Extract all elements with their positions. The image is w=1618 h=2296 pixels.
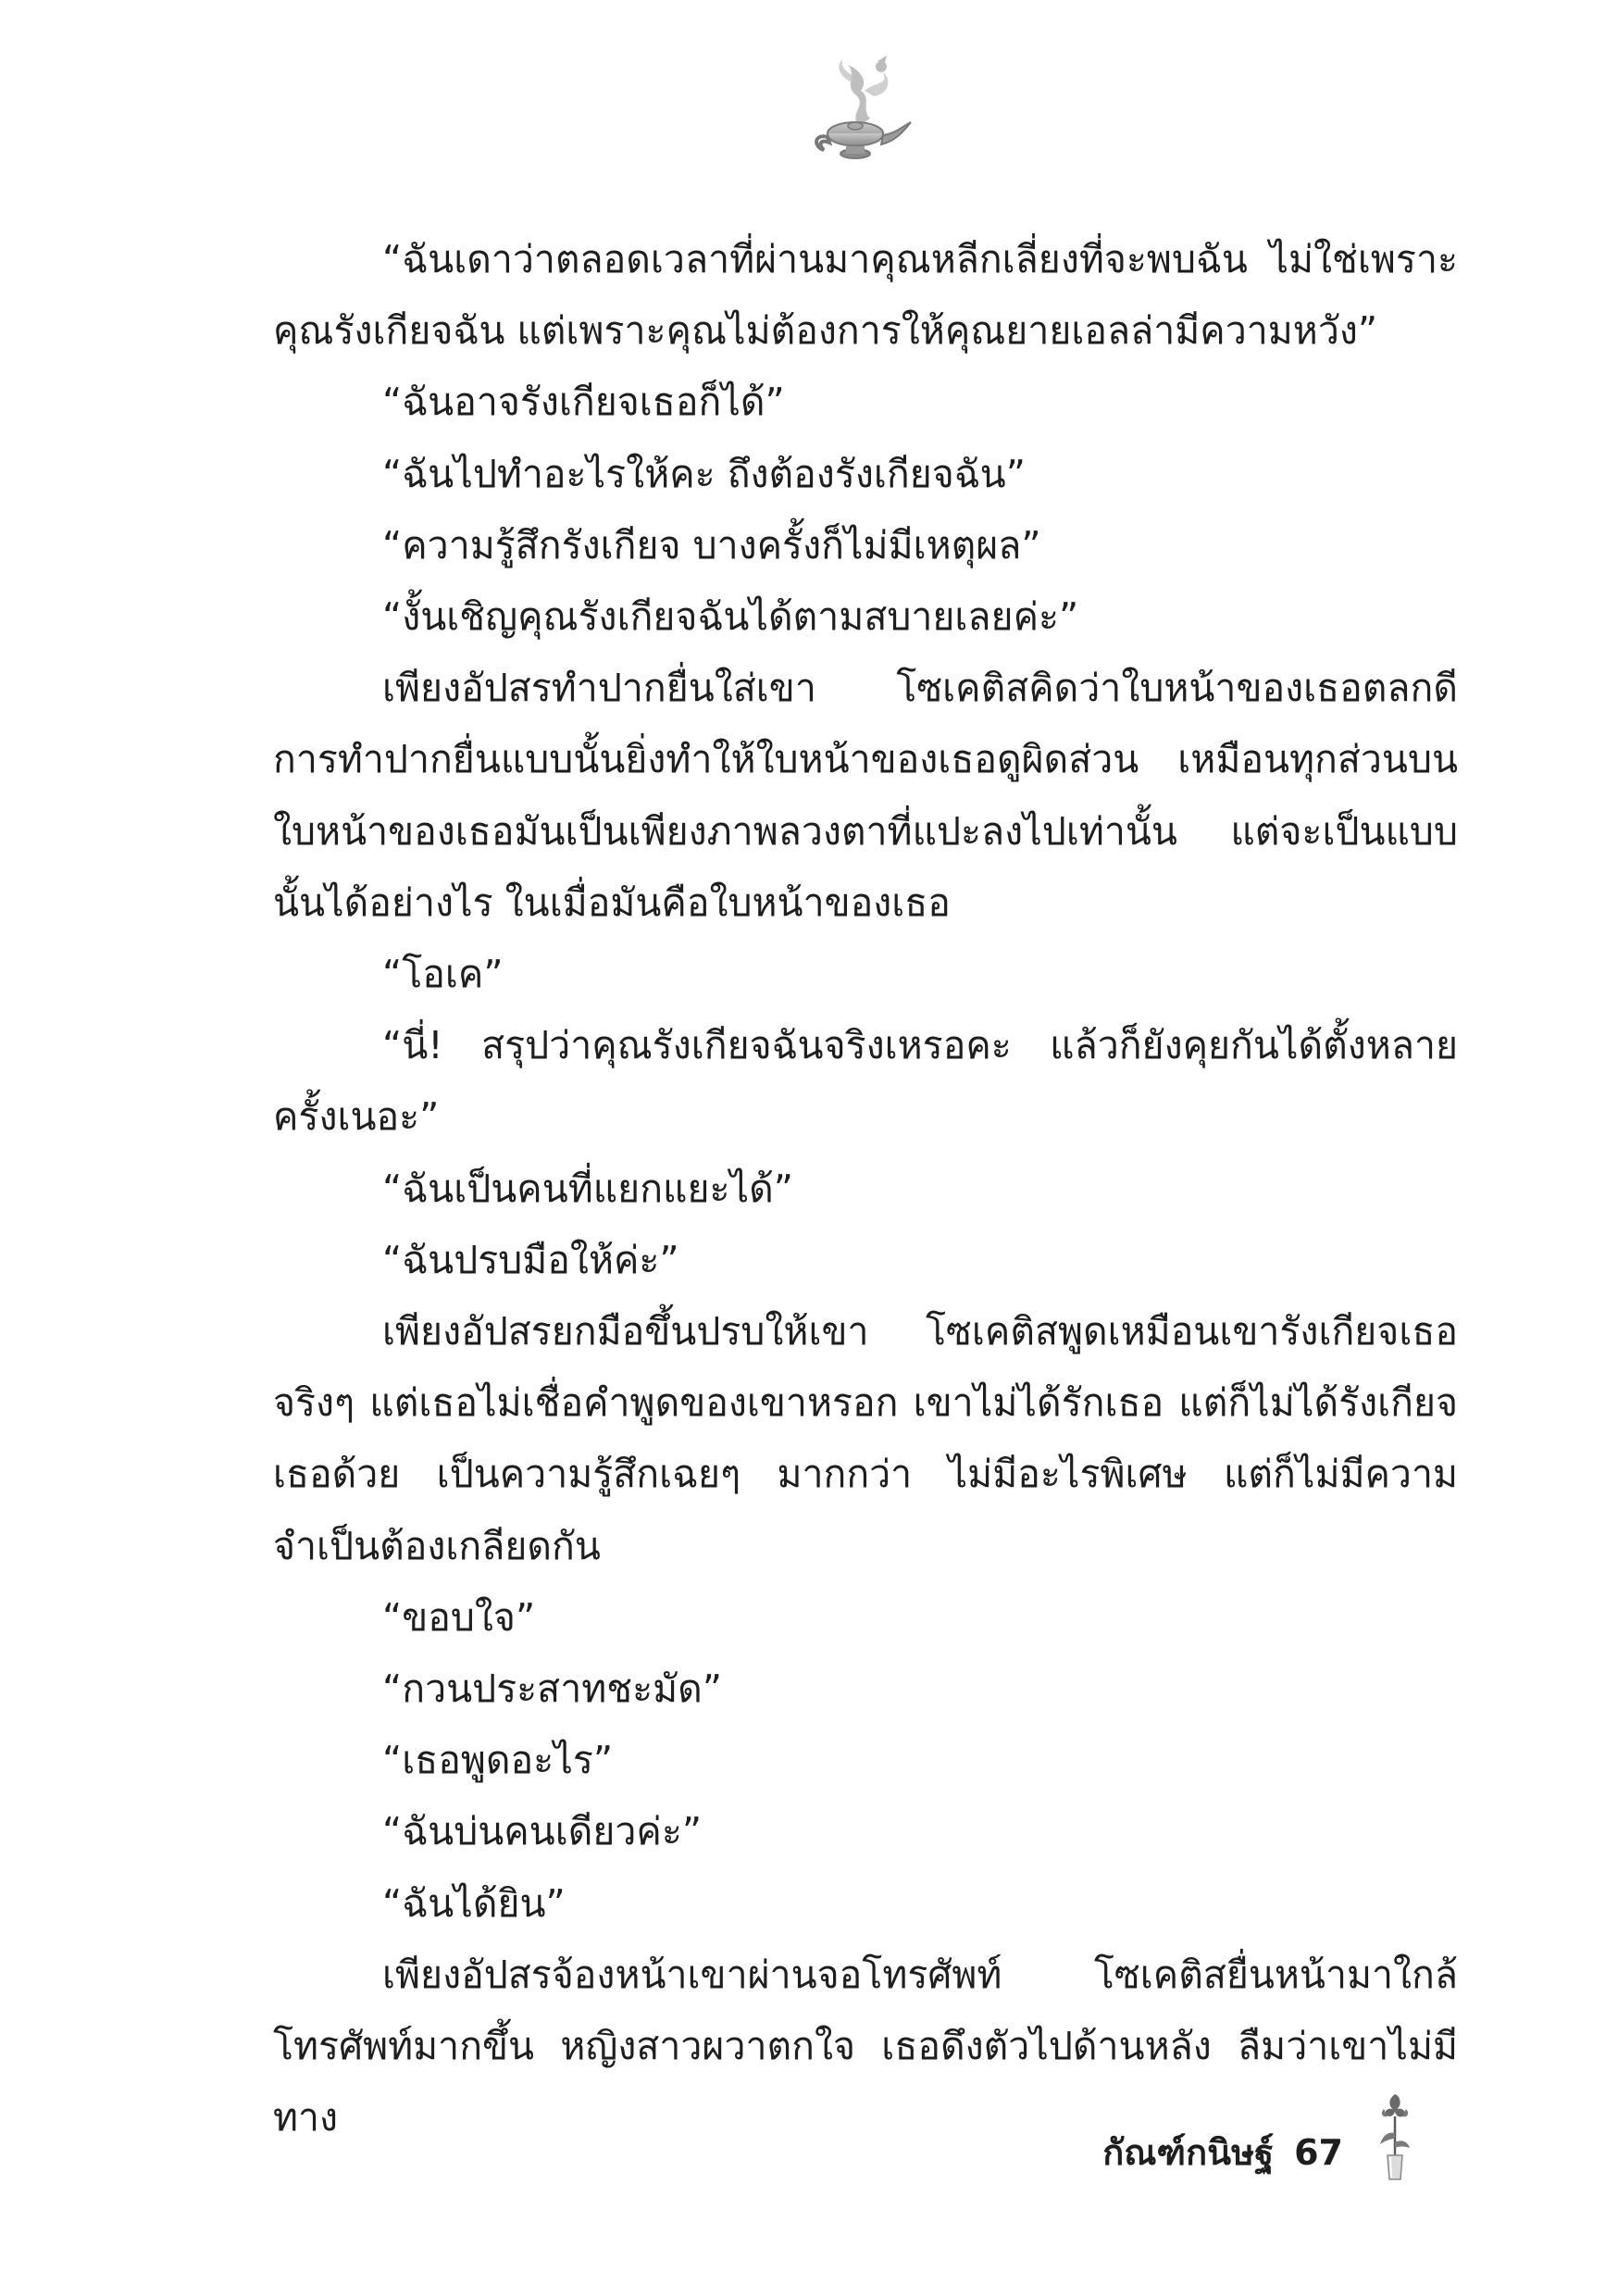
paragraph: “ฉันอาจรังเกียจเธอก็ได้” xyxy=(382,380,785,425)
paragraph: “ฉันปรบมือให้ค่ะ” xyxy=(382,1237,679,1282)
flower-vase-icon xyxy=(1376,2090,1413,2183)
book-title: กัณฑ์กนิษฐ์ xyxy=(1102,2132,1275,2173)
paragraph: “โอเค” xyxy=(382,952,504,997)
paragraph: เพียงอัปสรทำปากยื่นใส่เขา โซเคติสคิดว่าใบหน้าของเธอตลกดี การทำปากยื่นแบบนั้นยิ่งทำให้ใบหน้าของเธอดูผิดส่วน เหมือนทุกส่วนบนใบหน้าของเธอมันเป็นเพียงภาพลวงตาที่แปะลงไปเท่านั้น แต่จะเป็นแบบนั้นได้อย่างไร ในเมื่อมันคือใบหน้าของเธอ xyxy=(273,666,1458,925)
paragraph: “ความรู้สึกรังเกียจ บางครั้งก็ไม่มีเหตุผล” xyxy=(382,522,1041,568)
paragraph: “นี่! สรุปว่าคุณรังเกียจฉันจริงเหรอคะ แล้วก็ยังคุยกันได้ตั้งหลายครั้งเนอะ” xyxy=(273,1023,1458,1140)
paragraph: “เธอพูดอะไร” xyxy=(382,1738,614,1783)
body-text xyxy=(273,224,1458,2153)
page-footer xyxy=(1102,2090,1400,2183)
paragraph: “กวนประสาทชะมัด” xyxy=(382,1666,722,1712)
paragraph: “งั้นเชิญคุณรังเกียจฉันได้ตามสบายเลยค่ะ” xyxy=(382,594,1079,640)
paragraph: เพียงอัปสรจ้องหน้าเขาผ่านจอโทรศัพท์ โซเคติสยื่นหน้ามาใกล้โทรศัพท์มากขึ้น หญิงสาวผวาตกใจ เธอดึงตัวไปด้านหลัง ลืมว่าเขาไม่มีทาง xyxy=(273,1952,1458,2140)
paragraph: “ฉันบ่นคนเดียวค่ะ” xyxy=(382,1809,703,1854)
paragraph: “ฉันเป็นคนที่แยกแยะได้” xyxy=(382,1166,793,1211)
paragraph: “ฉันเดาว่าตลอดเวลาที่ผ่านมาคุณหลีกเลี่ยงที่จะพบฉัน ไม่ใช่เพราะคุณรังเกียจฉัน แต่เพราะคุณไม่ต้องการให้คุณยายเอลล่ามีความหวัง” xyxy=(273,237,1458,354)
paragraph: “ขอบใจ” xyxy=(382,1594,536,1640)
genie-lamp-icon xyxy=(803,54,915,174)
page-number: 67 xyxy=(1294,2132,1343,2173)
paragraph: “ฉันไปทำอะไรให้คะ ถึงต้องรังเกียจฉัน” xyxy=(382,451,1026,496)
paragraph: เพียงอัปสรยกมือขึ้นปรบให้เขา โซเคติสพูดเหมือนเขารังเกียจเธอจริงๆ แต่เธอไม่เชื่อคำพูดของเขาหรอก เขาไม่ได้รักเธอ แต่ก็ไม่ได้รังเกียจเธอด้วย เป็นความรู้สึกเฉยๆ มากกว่า ไม่มีอะไรพิเศษ แต่ก็ไม่มีความจำเป็นต้องเกลียดกัน xyxy=(273,1309,1458,1568)
paragraph: “ฉันได้ยิน” xyxy=(382,1880,566,1926)
